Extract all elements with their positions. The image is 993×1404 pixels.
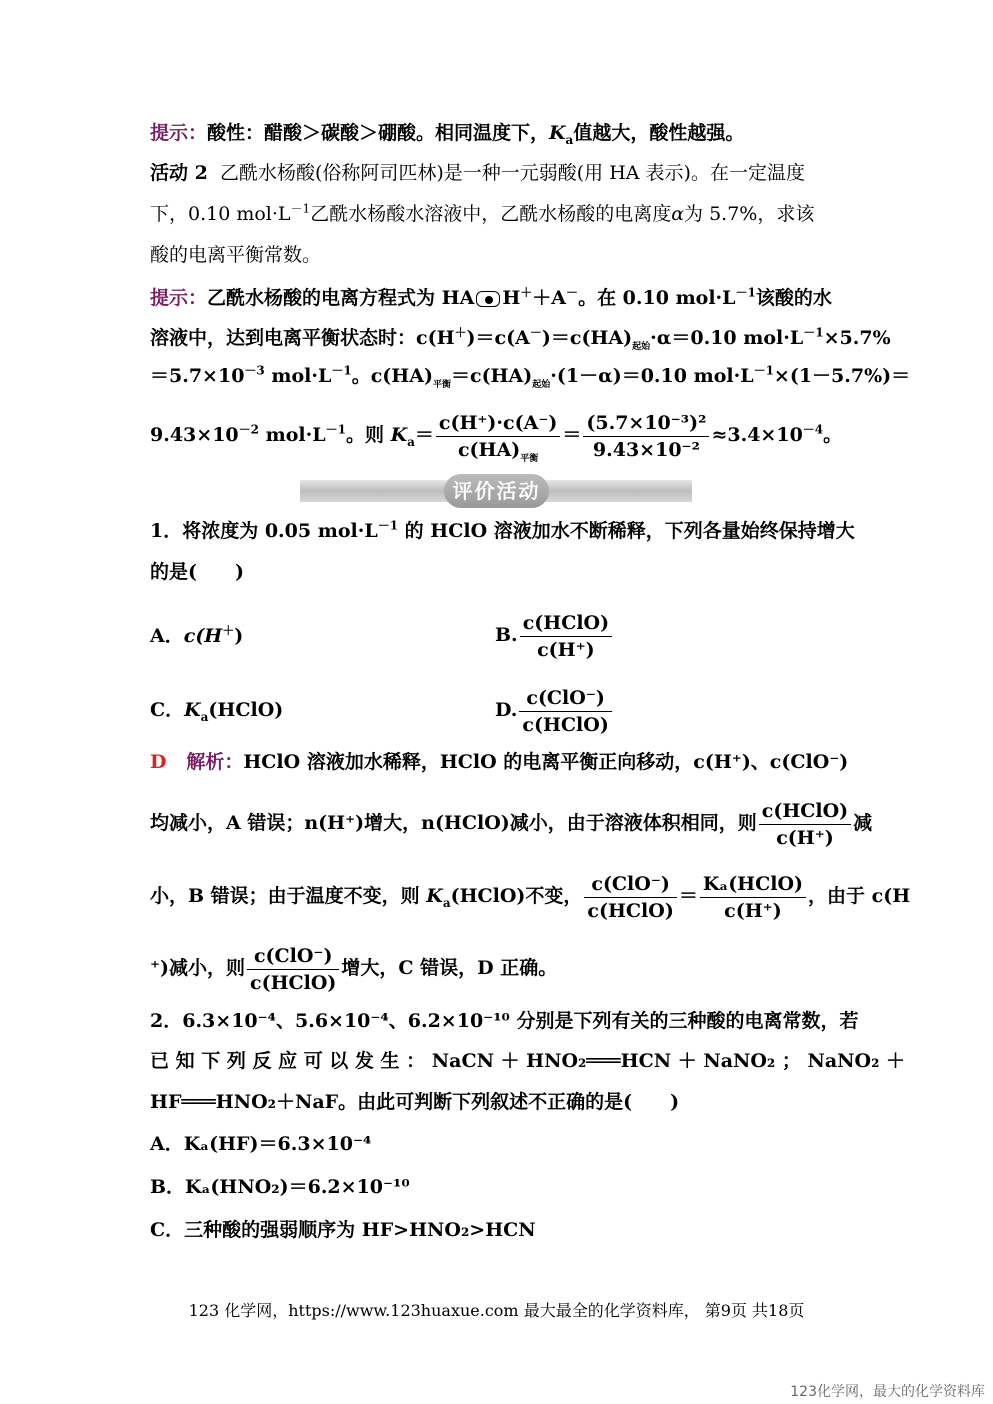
answer-1-line-1: D 解析：HClO 溶液加水稀释，HClO 的电离平衡正向移动，c(H⁺)、c(ClO⁻) (150, 751, 849, 773)
hint-1: 提示：酸性：醋酸＞碳酸＞硼酸。相同温度下，$K_a$值越大，酸性越强。 (150, 122, 745, 147)
hint-2-line-3: $=5.7\times 10^{-3}$ $mol\cdot L^{-1}$。$c(HA)_{平衡}=c(HA)_{起始}\cdot(1-\alpha)=0.10$ $mol\cdot L^{-1}\times(1-5.7\%)=$ (150, 363, 911, 390)
ka-fraction-2: $\frac{\text{(5.7×10⁻³)²}}{\text{9.43×10⁻²}}$ (583, 412, 709, 461)
question-2-line-3: HF═══HNO₂＋NaF。由此可判断下列叙述不正确的是( ) (150, 1091, 680, 1113)
activity-2-line-3: 酸的电离平衡常数。 (150, 244, 322, 266)
option-d: D. $\frac{\text{c(ClO⁻)}}{\text{c(HClO)}}$ (495, 680, 695, 740)
option-c: C．$K_a(HClO)$ (150, 699, 284, 724)
site-watermark: 123化学网，最大的化学资料库 (790, 1384, 985, 1400)
hint-2-line-2: 溶液中，达到电离平衡状态时：$c(H^+)=c(A^-)=c(HA)_{起始}\cdot\alpha=0.10$ $mol\cdot L^{-1}\times 5.7\%$ (150, 325, 891, 352)
answer-1-line-2: 均减小，A 错误；n(H⁺)增大，n(HClO)减小，由于溶液体积相同，则 $\frac{\text{c(HClO)}}{c(H^+)}$ 减 (150, 799, 873, 849)
question-1-line-1: 1．将浓度为 0.05 $mol\cdot L^{-1}$ 的 HClO 溶液加水不断稀释，下列各量始终保持增大 (150, 518, 855, 542)
question-1-line-2: 的是( ) (150, 561, 244, 583)
question-2-option-b: B．Kₐ(HNO₂)＝6.2×10⁻¹⁰ (150, 1176, 410, 1198)
page-footer: 123 化学网，https://www.123huaxue.com 最大最全的化学资料库， 第9页 共18页 (188, 1301, 805, 1320)
question-2-line-1: 2．6.3×10⁻⁴、5.6×10⁻⁴、6.2×10⁻¹⁰ 分别是下列有关的三种酸的电离常数，若 (150, 1010, 859, 1032)
activity-2-line-1: 活动 2 乙酰水杨酸(俗称阿司匹林)是一种一元弱酸(用 HA 表示)。在一定温度 (150, 162, 805, 184)
option-a: A．c(H＋) (150, 623, 244, 647)
question-2-line-2: 已 知 下 列 反 应 可 以 发 生 ： NaCN ＋ HNO₂═══HCN ＋ NaNO₂ ； NaNO₂ ＋ (150, 1050, 906, 1072)
section-banner: 评价活动 (444, 474, 549, 508)
answer-1-line-4: ⁺)减小，则 $\frac{\text{c(ClO⁻)}}{\text{c(HClO)}}$ 增大，C 错误，D 正确。 (150, 944, 558, 994)
activity-2-line-2: 下，0.10 $mol\cdot L^{-1}$乙酰水杨酸水溶液中，乙酰水杨酸的电离度α为 5.7%，求该 (150, 201, 815, 225)
option-b: B. $\frac{\text{c(HClO)}}{c(H^+)}$ (495, 605, 695, 665)
ka-fraction-1: $\frac{c(H^+)\cdot c(A^-)}{c(HA)_{平衡}}$ (436, 412, 560, 461)
hint-2-line-1: 提示：乙酰水杨酸的电离方程式为 HA H＋＋A－。在 0.10 $mol\cdot L^{-1}$该酸的水 (150, 285, 832, 309)
equilibrium-arrow-icon (476, 291, 500, 307)
question-2-option-a: A．Kₐ(HF)＝6.3×10⁻⁴ (150, 1133, 372, 1155)
hint-label: 提示： (150, 122, 208, 144)
answer-1-line-3: 小，B 错误；由于温度不变，则 $K_a(HClO)$不变， $\frac{\text{c(ClO⁻)}}{\text{c(HClO)}}$ ＝ $\frac{\text{Kₐ(HClO)}}{c(H^+)}$ ，由于 c(H (150, 872, 911, 922)
answer-letter: D (150, 751, 167, 773)
question-2-option-c: C．三种酸的强弱顺序为 HF>HNO₂>HCN (150, 1219, 536, 1241)
hint-2-line-4: $9.43\times 10^{-2}$ $mol\cdot L^{-1}$。则 $K_a=$ $\frac{c(H^+)\cdot c(A^-)}{c(HA)_{平衡}}$ ＝ $\frac{\text{(5.7×10⁻³)²}}{\text{9.43×10⁻²}}$ $\approx 3.4\times 10^{-4}$。 (150, 411, 843, 464)
activity-label: 活动 2 (150, 162, 208, 184)
